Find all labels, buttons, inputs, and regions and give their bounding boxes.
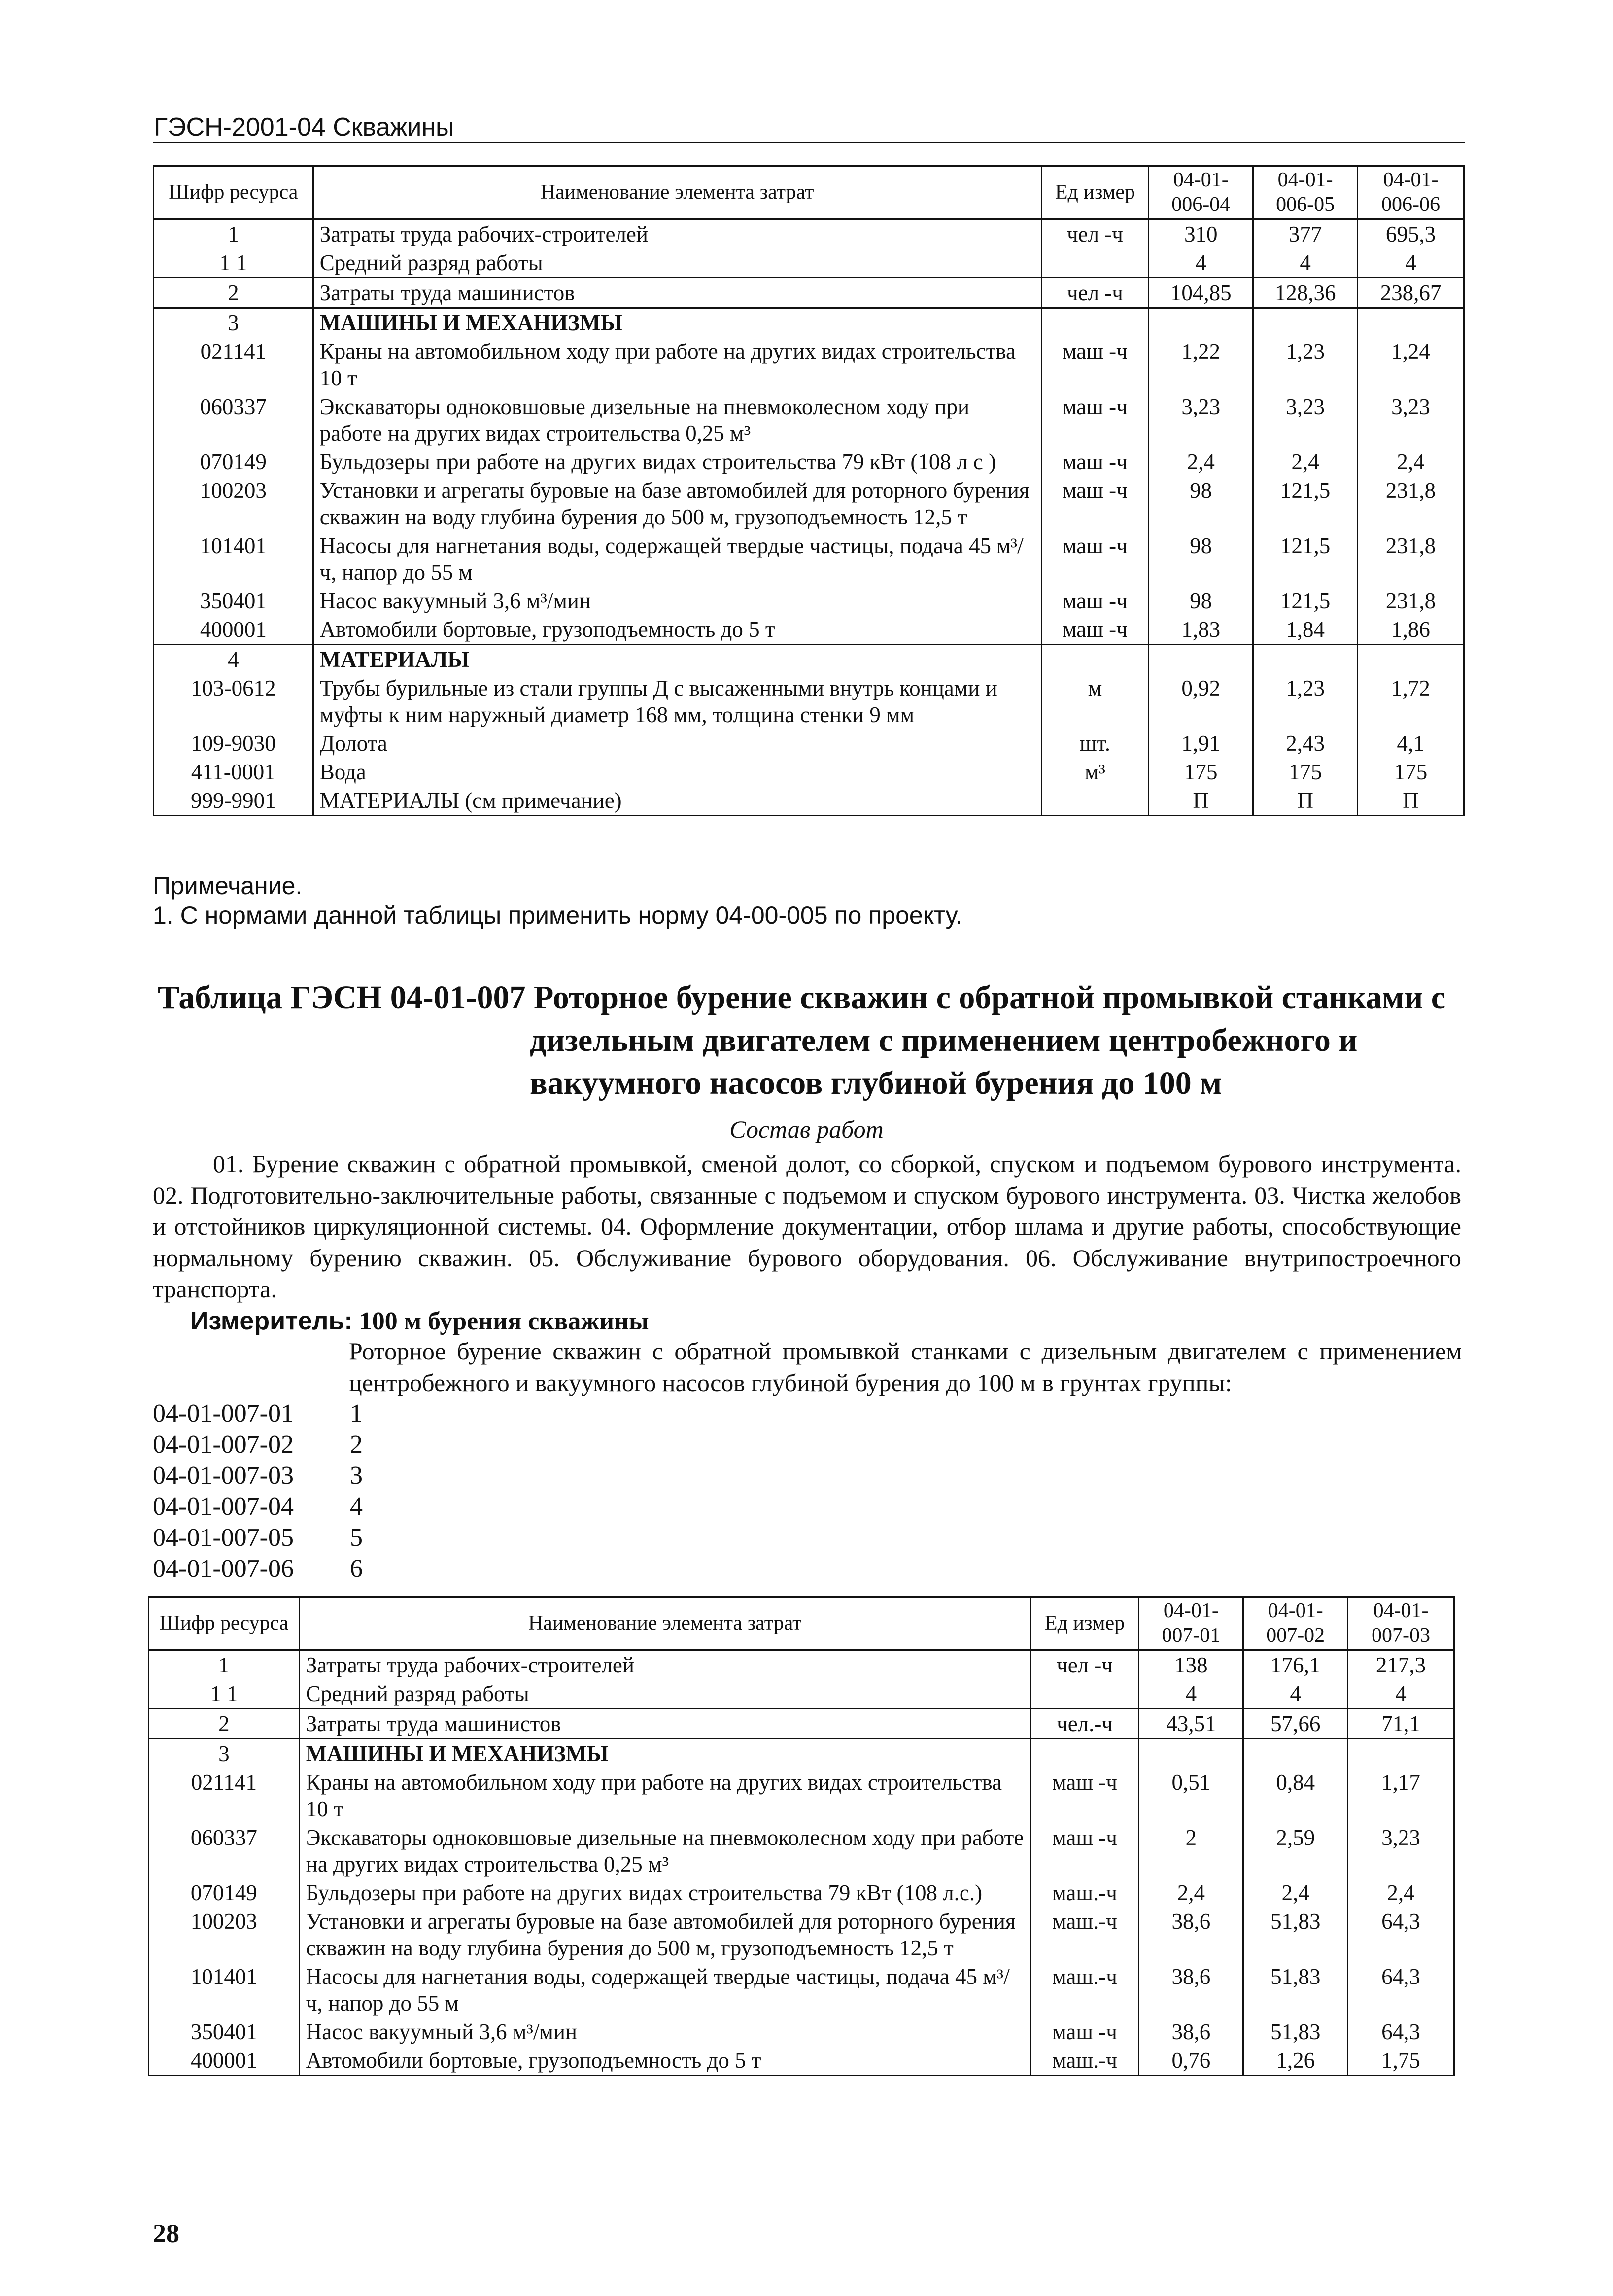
norm-code: 04-01-007-03 <box>153 1461 294 1490</box>
cell-value: 175 <box>1253 758 1358 786</box>
cell-value: 121,5 <box>1253 587 1358 615</box>
header-name: Наименование элемента затрат <box>299 1597 1030 1650</box>
cell-value: 1,23 <box>1253 337 1358 392</box>
cell-value: 3,23 <box>1348 1823 1454 1879</box>
cell-name: Краны на автомобильном ходу при работе на других видах строительства 10 т <box>299 1768 1030 1823</box>
cell-value: 4 <box>1149 248 1253 278</box>
cell-value: 0,84 <box>1243 1768 1348 1823</box>
header-name: Наименование элемента затрат <box>313 166 1041 219</box>
cell-value: 4 <box>1139 1679 1243 1709</box>
cell-value: 4 <box>1253 248 1358 278</box>
table-row <box>154 337 1464 392</box>
table-row <box>149 1650 1454 1679</box>
cell-value: 3,23 <box>1253 392 1358 448</box>
cell-unit: маш -ч <box>1041 448 1149 476</box>
cell-value: 238,67 <box>1358 278 1464 308</box>
soil-group: 3 <box>350 1461 363 1490</box>
cell-code: 400001 <box>154 615 313 645</box>
composition-text: 01. Бурение скважин с обратной промывкой, сменой долот, со сборкой, спуском и подъемом бурового инструмента. 02. Подготовительно-заключительные работы, связанные с подъемом и спуском бурового инструмента. 03. Чистка желобов и отстойников циркуляционной системы. 04. Оформление документации, отбор шлама и другие работы, способствующие нормальному бурению скважин. 05. Обслуживание бурового оборудования. 06. Обслуживание внутрипостроечного транспорта. <box>153 1150 1461 1303</box>
running-header: ГЭСН-2001-04 Скважины <box>154 113 454 141</box>
cell-value: 51,83 <box>1243 1907 1348 1962</box>
cell-unit <box>1041 308 1149 337</box>
cell-name: Средний разряд работы <box>299 1679 1030 1709</box>
cell-code: 350401 <box>154 587 313 615</box>
cell-unit: чел -ч <box>1041 219 1149 248</box>
cell-name: Затраты труда рабочих-строителей <box>313 219 1041 248</box>
cell-value: 1,75 <box>1348 2046 1454 2076</box>
cell-value: 231,8 <box>1358 476 1464 531</box>
cell-name: Экскаваторы одноковшовые дизельные на пневмоколесном ходу при работе на других видах строительства 0,25 м³ <box>313 392 1041 448</box>
soil-group: 1 <box>350 1399 363 1427</box>
table-row <box>149 2018 1454 2046</box>
section-title-rest: дизельным двигателем с применением центробежного и вакуумного насосов глубиной бурения до 100 м <box>530 1022 1358 1102</box>
cell-value: 2 <box>1139 1823 1243 1879</box>
norm-code: 04-01-007-01 <box>153 1399 294 1427</box>
cell-value: 138 <box>1139 1650 1243 1679</box>
cell-name: Насос вакуумный 3,6 м³/мин <box>299 2018 1030 2046</box>
section-title <box>158 976 1469 1105</box>
table-row <box>149 2046 1454 2076</box>
cell-value: 0,92 <box>1149 674 1253 729</box>
cell-value: 4,1 <box>1358 729 1464 758</box>
cell-value: 2,59 <box>1243 1823 1348 1879</box>
page-number: 28 <box>153 2219 179 2248</box>
cell-code: 060337 <box>154 392 313 448</box>
cell-unit: маш.-ч <box>1030 1907 1139 1962</box>
list-item <box>153 1522 363 1553</box>
header-unit: Ед измер <box>1041 166 1149 219</box>
table-row <box>149 1823 1454 1879</box>
cell-value: 3,23 <box>1149 392 1253 448</box>
cell-value: 64,3 <box>1348 1962 1454 2018</box>
table-row <box>154 729 1464 758</box>
cell-code: 070149 <box>154 448 313 476</box>
cell-name: Бульдозеры при работе на других видах строительства 79 кВт (108 л с ) <box>313 448 1041 476</box>
meter-line <box>190 1306 649 1336</box>
soil-group: 2 <box>350 1430 363 1459</box>
header-col1: 04-01-007-01 <box>1139 1597 1243 1650</box>
cell-unit: м³ <box>1041 758 1149 786</box>
cell-value <box>1358 308 1464 337</box>
table-row <box>149 1962 1454 2018</box>
note-text: 1. С нормами данной таблицы применить норму 04-00-005 по проекту. <box>153 902 962 929</box>
cell-unit: маш -ч <box>1041 476 1149 531</box>
section-title-first: Таблица ГЭСН 04-01-007 Роторное бурение скважин с обратной промывкой станками с <box>158 979 1446 1015</box>
cell-unit <box>1030 1679 1139 1709</box>
table-row <box>149 1679 1454 1709</box>
cell-name: Затраты труда машинистов <box>299 1708 1030 1739</box>
cell-name: МАТЕРИАЛЫ (см примечание) <box>313 786 1041 816</box>
list-item <box>153 1491 363 1522</box>
cell-value <box>1348 1739 1454 1768</box>
table-row <box>149 1768 1454 1823</box>
header-col2: 04-01-007-02 <box>1243 1597 1348 1650</box>
cell-unit: маш.-ч <box>1030 1962 1139 2018</box>
cell-unit <box>1030 1739 1139 1768</box>
cell-code: 1 <box>149 1650 300 1679</box>
cell-name: Установки и агрегаты буровые на базе автомобилей для роторного бурения скважин на воду глубина бурения до 500 м, грузоподъемность 12,5 т <box>299 1907 1030 1962</box>
list-item <box>153 1429 363 1460</box>
norm-code: 04-01-007-04 <box>153 1493 294 1521</box>
cell-code: 3 <box>154 308 313 337</box>
cell-value: 38,6 <box>1139 1907 1243 1962</box>
cell-code: 1 1 <box>154 248 313 278</box>
cell-value <box>1149 644 1253 674</box>
cell-value: П <box>1253 786 1358 816</box>
header-col2: 04-01-006-05 <box>1253 166 1358 219</box>
cell-code: 021141 <box>154 337 313 392</box>
list-item <box>153 1460 363 1491</box>
table-row <box>154 587 1464 615</box>
norm-code: 04-01-007-05 <box>153 1524 294 1552</box>
meter-label: Измеритель: <box>190 1307 353 1335</box>
soil-group: 6 <box>350 1555 363 1583</box>
cell-value <box>1253 308 1358 337</box>
cell-code: 3 <box>149 1739 300 1768</box>
cell-value: 217,3 <box>1348 1650 1454 1679</box>
list-item <box>153 1553 363 1584</box>
cell-value: 38,6 <box>1139 2018 1243 2046</box>
header-unit: Ед измер <box>1030 1597 1139 1650</box>
cell-unit: чел.-ч <box>1030 1708 1139 1739</box>
cell-unit: маш -ч <box>1041 531 1149 587</box>
table-row <box>154 531 1464 587</box>
cell-value: 104,85 <box>1149 278 1253 308</box>
cell-value: 3,23 <box>1358 392 1464 448</box>
cell-name: Насосы для нагнетания воды, содержащей твердые частицы, подача 45 м³/ч, напор до 55 м <box>299 1962 1030 2018</box>
cell-unit: маш -ч <box>1030 1768 1139 1823</box>
table-row <box>154 392 1464 448</box>
meter-value: 100 м бурения скважины <box>359 1307 649 1335</box>
cell-value: 377 <box>1253 219 1358 248</box>
cell-unit <box>1041 248 1149 278</box>
list-item <box>153 1398 363 1429</box>
norm-code-list <box>153 1398 363 1584</box>
table-row <box>154 615 1464 645</box>
cell-unit: маш -ч <box>1030 2018 1139 2046</box>
cell-value: 2,4 <box>1253 448 1358 476</box>
cell-value: 1,84 <box>1253 615 1358 645</box>
cell-code: 070149 <box>149 1879 300 1907</box>
cell-code: 021141 <box>149 1768 300 1823</box>
cell-unit: маш.-ч <box>1030 1879 1139 1907</box>
cell-name: МАШИНЫ И МЕХАНИЗМЫ <box>299 1739 1030 1768</box>
cell-code: 100203 <box>154 476 313 531</box>
cell-code: 400001 <box>149 2046 300 2076</box>
cell-code: 2 <box>154 278 313 308</box>
cell-value <box>1139 1739 1243 1768</box>
cell-value: 1,72 <box>1358 674 1464 729</box>
cell-value: П <box>1149 786 1253 816</box>
table-row <box>154 308 1464 337</box>
cell-name: Установки и агрегаты буровые на базе автомобилей для роторного бурения скважин на воду глубина бурения до 500 м, грузоподъемность 12,5 т <box>313 476 1041 531</box>
table-row <box>149 1739 1454 1768</box>
cell-value: 2,43 <box>1253 729 1358 758</box>
cell-name: Бульдозеры при работе на других видах строительства 79 кВт (108 л.с.) <box>299 1879 1030 1907</box>
cell-value: 175 <box>1358 758 1464 786</box>
cell-name: МАТЕРИАЛЫ <box>313 644 1041 674</box>
cell-value: 2,4 <box>1139 1879 1243 1907</box>
cell-value: 98 <box>1149 587 1253 615</box>
cell-value: 57,66 <box>1243 1708 1348 1739</box>
table-row <box>149 1708 1454 1739</box>
cell-value: 176,1 <box>1243 1650 1348 1679</box>
norm-code: 04-01-007-06 <box>153 1555 294 1583</box>
cell-value: 51,83 <box>1243 1962 1348 2018</box>
table-row <box>154 758 1464 786</box>
norm-code: 04-01-007-02 <box>153 1430 294 1459</box>
cell-value: 128,36 <box>1253 278 1358 308</box>
soil-group: 5 <box>350 1524 363 1552</box>
cell-value: 0,76 <box>1139 2046 1243 2076</box>
cell-code: 100203 <box>149 1907 300 1962</box>
cell-name: Средний разряд работы <box>313 248 1041 278</box>
table-row <box>154 786 1464 816</box>
cell-name: Затраты труда рабочих-строителей <box>299 1650 1030 1679</box>
cell-unit: чел -ч <box>1041 278 1149 308</box>
resource-table-007 <box>148 1596 1455 2076</box>
cell-value: 231,8 <box>1358 531 1464 587</box>
cell-value: П <box>1358 786 1464 816</box>
cell-code: 999-9901 <box>154 786 313 816</box>
cell-value: 2,4 <box>1149 448 1253 476</box>
cell-unit: шт. <box>1041 729 1149 758</box>
header-col3: 04-01-006-06 <box>1358 166 1464 219</box>
cell-name: Долота <box>313 729 1041 758</box>
cell-value: 121,5 <box>1253 531 1358 587</box>
cell-code: 103-0612 <box>154 674 313 729</box>
cell-value: 1,86 <box>1358 615 1464 645</box>
cell-value: 98 <box>1149 531 1253 587</box>
header-code: Шифр ресурса <box>149 1597 300 1650</box>
table-row <box>154 278 1464 308</box>
cell-code: 2 <box>149 1708 300 1739</box>
cell-value: 71,1 <box>1348 1708 1454 1739</box>
cell-name: МАШИНЫ И МЕХАНИЗМЫ <box>313 308 1041 337</box>
cell-unit: маш -ч <box>1041 337 1149 392</box>
cell-unit: маш -ч <box>1041 392 1149 448</box>
cell-value: 43,51 <box>1139 1708 1243 1739</box>
header-col1: 04-01-006-04 <box>1149 166 1253 219</box>
cell-value: 4 <box>1358 248 1464 278</box>
cell-value: 1,91 <box>1149 729 1253 758</box>
cell-value: 1,24 <box>1358 337 1464 392</box>
cell-code: 101401 <box>154 531 313 587</box>
cell-value: 2,4 <box>1243 1879 1348 1907</box>
cell-name: Автомобили бортовые, грузоподъемность до 5 т <box>313 615 1041 645</box>
cell-value: 98 <box>1149 476 1253 531</box>
cell-value: 4 <box>1348 1679 1454 1709</box>
cell-name: Автомобили бортовые, грузоподъемность до 5 т <box>299 2046 1030 2076</box>
cell-value: 1,26 <box>1243 2046 1348 2076</box>
cell-value <box>1149 308 1253 337</box>
cell-value: 64,3 <box>1348 1907 1454 1962</box>
cell-value: 310 <box>1149 219 1253 248</box>
cell-unit: маш -ч <box>1041 615 1149 645</box>
cell-value <box>1243 1739 1348 1768</box>
cell-value: 51,83 <box>1243 2018 1348 2046</box>
cell-value: 231,8 <box>1358 587 1464 615</box>
header-col3: 04-01-007-03 <box>1348 1597 1454 1650</box>
cell-name: Насос вакуумный 3,6 м³/мин <box>313 587 1041 615</box>
cell-value: 38,6 <box>1139 1962 1243 2018</box>
cell-value: 64,3 <box>1348 2018 1454 2046</box>
cell-code: 4 <box>154 644 313 674</box>
cell-unit <box>1041 786 1149 816</box>
header-rule <box>153 142 1465 143</box>
table-row <box>149 1879 1454 1907</box>
cell-value: 1,23 <box>1253 674 1358 729</box>
table-row <box>149 1907 1454 1962</box>
cell-name: Насосы для нагнетания воды, содержащей твердые частицы, подача 45 м³/ч, напор до 55 м <box>313 531 1041 587</box>
cell-unit: маш -ч <box>1030 1823 1139 1879</box>
cell-code: 101401 <box>149 1962 300 2018</box>
cell-code: 1 <box>154 219 313 248</box>
cell-value: 2,4 <box>1358 448 1464 476</box>
cell-name: Трубы бурильные из стали группы Д с высаженными внутрь концами и муфты к ним наружный диаметр 168 мм, толщина стенки 9 мм <box>313 674 1041 729</box>
cell-unit: маш -ч <box>1041 587 1149 615</box>
table-row <box>154 448 1464 476</box>
cell-code: 350401 <box>149 2018 300 2046</box>
cell-code: 1 1 <box>149 1679 300 1709</box>
cell-unit <box>1041 644 1149 674</box>
cell-value: 4 <box>1243 1679 1348 1709</box>
cell-value <box>1358 644 1464 674</box>
composition-title: Состав работ <box>729 1115 884 1143</box>
cell-code: 109-9030 <box>154 729 313 758</box>
resource-table-006 <box>153 165 1465 816</box>
cell-unit: м <box>1041 674 1149 729</box>
soil-group: 4 <box>350 1493 363 1521</box>
cell-value: 1,17 <box>1348 1768 1454 1823</box>
cell-value <box>1253 644 1358 674</box>
note-title: Примечание. <box>153 872 303 900</box>
cell-code: 060337 <box>149 1823 300 1879</box>
table-row <box>154 219 1464 248</box>
cell-value: 0,51 <box>1139 1768 1243 1823</box>
cell-name: Экскаваторы одноковшовые дизельные на пневмоколесном ходу при работе на других видах строительства 0,25 м³ <box>299 1823 1030 1879</box>
cell-unit: маш.-ч <box>1030 2046 1139 2076</box>
cell-name: Краны на автомобильном ходу при работе на других видах строительства 10 т <box>313 337 1041 392</box>
cell-value: 695,3 <box>1358 219 1464 248</box>
cell-value: 1,22 <box>1149 337 1253 392</box>
cell-name: Вода <box>313 758 1041 786</box>
table-row <box>154 248 1464 278</box>
cell-value: 175 <box>1149 758 1253 786</box>
cell-code: 411-0001 <box>154 758 313 786</box>
cell-unit: чел -ч <box>1030 1650 1139 1679</box>
cell-value: 2,4 <box>1348 1879 1454 1907</box>
header-code: Шифр ресурса <box>154 166 313 219</box>
table-row <box>154 674 1464 729</box>
cell-value: 121,5 <box>1253 476 1358 531</box>
cell-value: 1,83 <box>1149 615 1253 645</box>
table-row <box>154 476 1464 531</box>
table-row <box>154 644 1464 674</box>
cell-name: Затраты труда машинистов <box>313 278 1041 308</box>
norm-description: Роторное бурение скважин с обратной промывкой станками с дизельным двигателем с применением центробежного и вакуумного насосов глубиной бурения до 100 м в грунтах группы: <box>349 1337 1462 1396</box>
